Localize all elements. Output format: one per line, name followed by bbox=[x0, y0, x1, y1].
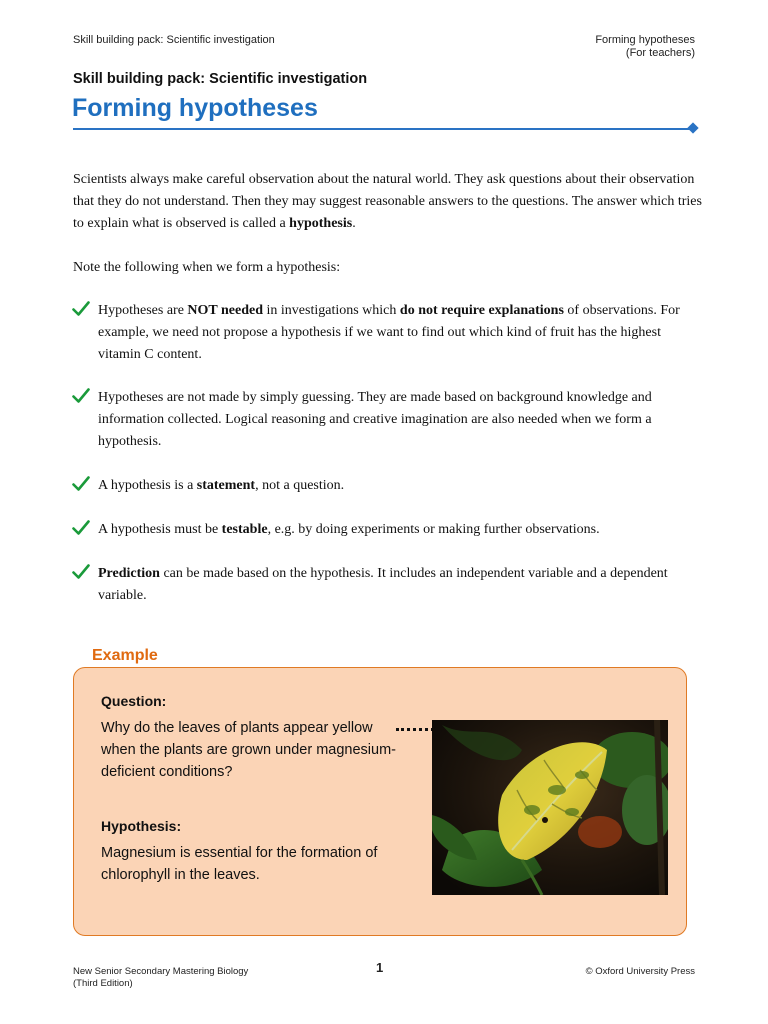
bullet-text-part: in investigations which bbox=[263, 303, 400, 318]
footer-edition: (Third Edition) bbox=[73, 978, 133, 989]
example-box bbox=[73, 667, 687, 936]
bullet-text-part: A hypothesis is a bbox=[98, 478, 197, 493]
bullet-text bbox=[98, 300, 698, 366]
bullet-bold: statement bbox=[196, 478, 256, 493]
page-number: 1 bbox=[376, 960, 384, 975]
bullet-bold: do not require explanations bbox=[399, 303, 564, 318]
page-subtitle: Skill building pack: Scientific investigation bbox=[73, 71, 368, 87]
question-heading: Question: bbox=[101, 693, 167, 709]
bullet-text-part: , e.g. by doing experiments or making further observations. bbox=[267, 522, 600, 537]
footer-book-title bbox=[73, 966, 248, 990]
intro-bold-term: hypothesis bbox=[289, 216, 353, 231]
bullet-text-part: , not a question. bbox=[255, 478, 345, 493]
bullet-text-part: of observations. For example, we need not propose a hypothesis if we want to find out which kind of fruit has the highest vitamin C content. bbox=[98, 303, 680, 362]
check-icon bbox=[72, 519, 90, 537]
check-icon bbox=[72, 300, 90, 318]
header-topic: Forming hypotheses bbox=[595, 34, 695, 46]
running-header-right bbox=[595, 34, 695, 60]
note-paragraph: Note the following when we form a hypothesis: bbox=[73, 260, 341, 275]
yellow-leaf-photo bbox=[432, 720, 668, 895]
bullet-text bbox=[98, 519, 698, 541]
bullet-text-part: Hypotheses are bbox=[98, 303, 188, 318]
bullet-text-part: A hypothesis must be bbox=[98, 522, 222, 537]
bullet-bold: NOT needed bbox=[187, 303, 264, 318]
question-text: Why do the leaves of plants appear yellow when the plants are grown under magnesium-deficient conditions? bbox=[101, 720, 396, 780]
bullet-text bbox=[98, 563, 698, 607]
hypothesis-heading: Hypothesis: bbox=[101, 818, 182, 834]
example-label: Example bbox=[92, 647, 158, 664]
check-icon bbox=[72, 475, 90, 493]
intro-text: Scientists always make careful observation about the natural world. They ask questions about their observation that they do not understand. Then they may suggest reasonable answers to the questions. The answer which tries to explain what is observed is called a bbox=[73, 172, 702, 231]
intro-paragraph bbox=[73, 169, 703, 235]
bullet-text: Hypotheses are not made by simply guessing. They are made based on background knowledge and information collected. Logical reasoning and creative imagination are also needed when we form a hypothesis. bbox=[98, 390, 652, 449]
title-rule bbox=[73, 128, 693, 130]
bullet-text bbox=[98, 475, 698, 497]
footer-book-name: New Senior Secondary Mastering Biology bbox=[73, 966, 249, 977]
bullet-text-part: can be made based on the hypothesis. It includes an independent variable and a dependent variable. bbox=[98, 566, 668, 603]
rule-diamond-icon bbox=[687, 122, 698, 133]
check-icon bbox=[72, 387, 90, 405]
page-title: Forming hypotheses bbox=[72, 94, 318, 122]
intro-end: . bbox=[352, 216, 356, 231]
running-header-left: Skill building pack: Scientific investigation bbox=[73, 34, 275, 46]
bullet-bold: Prediction bbox=[98, 566, 160, 581]
footer-copyright: © Oxford University Press bbox=[585, 966, 695, 977]
hypothesis-text: Magnesium is essential for the formation of chlorophyll in the leaves. bbox=[101, 845, 378, 883]
check-icon bbox=[72, 563, 90, 581]
bullet-bold: testable bbox=[221, 522, 268, 537]
header-audience: (For teachers) bbox=[625, 47, 695, 59]
